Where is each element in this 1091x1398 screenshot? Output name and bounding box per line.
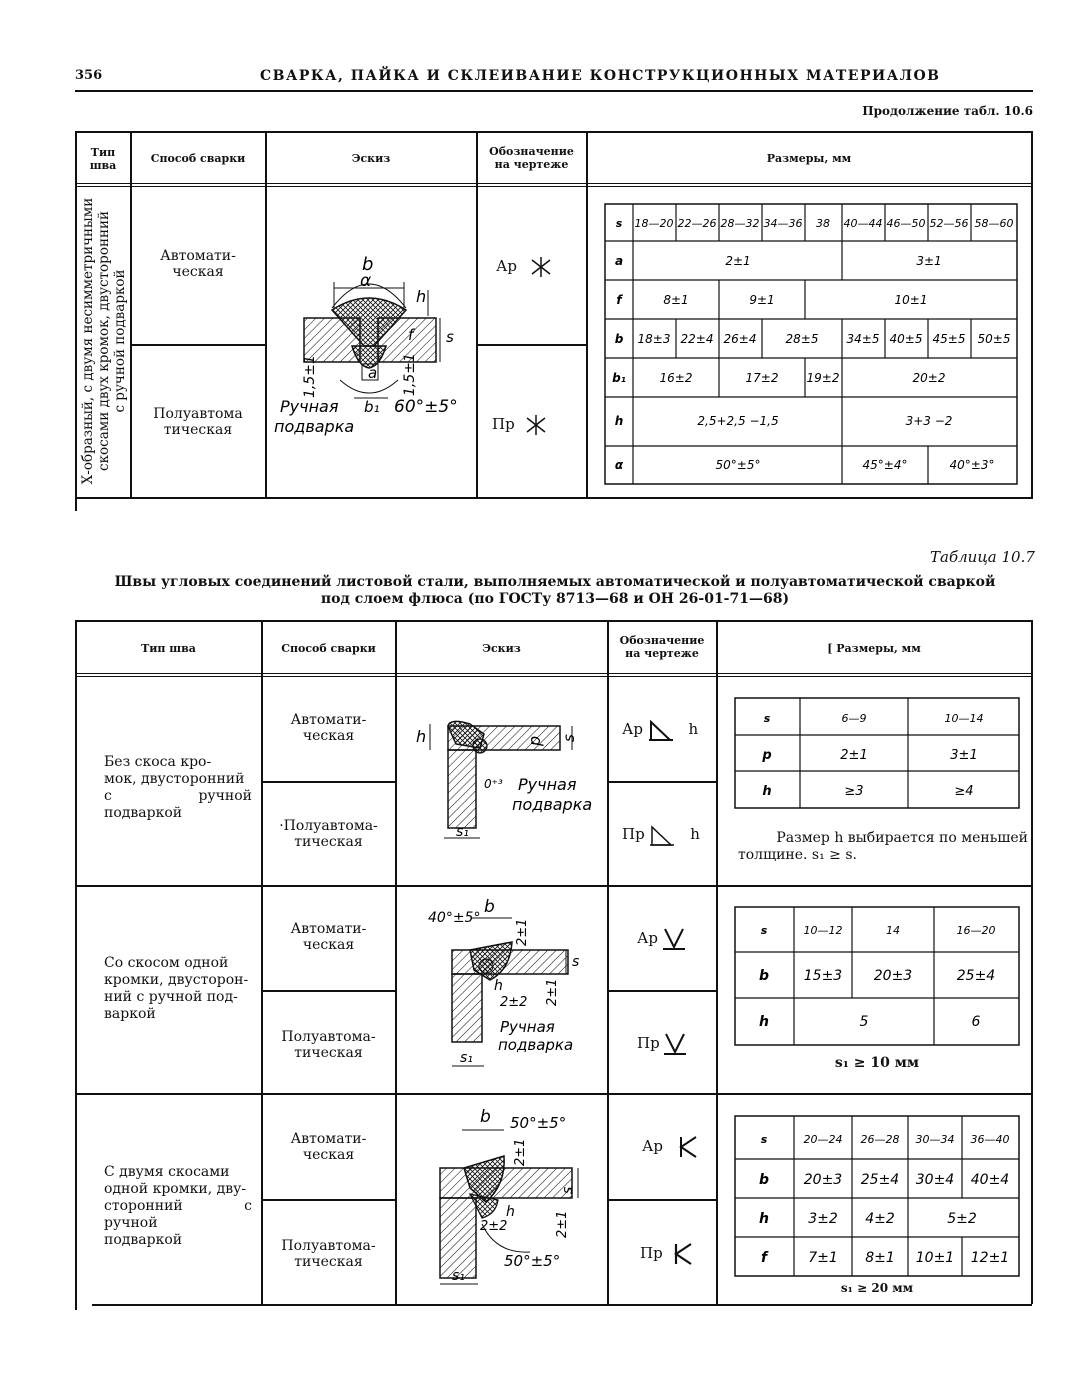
sketch-label-manual-1: Ручная [518,775,577,794]
svg-text:10—12: 10—12 [803,924,843,937]
sketch-label-f-right: 1,5±1 [402,353,418,396]
sketch-label-manual-1: Ручная [500,1018,555,1036]
sketch-label-h: h [416,287,427,306]
svg-text:14: 14 [886,924,900,937]
svg-text:5: 5 [859,1014,869,1030]
sketch-label-s1: s₁ [460,1050,473,1066]
sketch-label-b: b [362,254,374,275]
svg-text:6—9: 6—9 [841,712,867,725]
svg-text:s: s [760,1133,768,1146]
t2-row3-method-auto: Автомати- ческая [290,1131,367,1163]
t2-header-sketch: Эскиз [482,642,521,655]
sketch-label-f2: 2±1 [545,978,560,1006]
svg-text:≥3: ≥3 [844,784,864,799]
sketch-label-s: s [446,328,454,346]
sketch-label-angle: 40°±5° [428,910,481,926]
svg-text:6: 6 [971,1014,981,1030]
sketch-label-angle: 60°±5° [394,397,458,417]
t1-cell: 18—20 [634,217,674,230]
t1-cell: 58—60 [974,217,1014,230]
svg-text:8±1: 8±1 [663,293,689,307]
sketch-label-h: h [506,1204,515,1220]
svg-text:s: s [763,712,771,725]
t1-cell: 28—32 [720,217,760,230]
svg-text:40°±3°: 40°±3° [949,458,995,472]
v-weld-symbol-icon [663,927,685,951]
sketch-label-h: h [494,978,503,994]
t1-header-rule [75,183,1033,184]
header-dims: Размеры, мм [766,152,852,165]
t2-row1-symbol-semi: Пр h [622,823,700,847]
svg-text:26±4: 26±4 [723,332,757,346]
svg-text:36—40: 36—40 [970,1133,1010,1146]
t2-row2-dims-table [734,906,1020,1046]
header-rule [75,90,1033,92]
table-caption: Таблица 10.7 [930,548,1035,566]
svg-text:10±1: 10±1 [894,293,928,307]
sketch-label-s: s [560,1186,576,1194]
t1-cell: 46—50 [886,217,926,230]
table-title-line-1: Швы угловых соединений листовой стали, выполняемых автоматической и полуавтоматической сваркой [114,574,996,590]
svg-text:5±2: 5±2 [947,1211,977,1227]
t1-method-auto: Автомати- ческая [160,248,236,280]
svg-text:b: b [758,968,770,984]
sketch-label-angle-1: 50°±5° [510,1114,567,1132]
sketch-label-f-left: 1,5±1 [302,355,318,398]
table-continuation-label: Продолжение табл. 10.6 [862,104,1033,118]
x-weld-symbol-icon [530,256,552,278]
svg-text:20—24: 20—24 [803,1133,843,1146]
svg-text:45°±4°: 45°±4° [862,458,908,472]
t1-symbol-auto: Ар [496,256,552,278]
svg-text:3±1: 3±1 [916,254,942,268]
t2-row2-sketch [400,894,604,1074]
k-weld-symbol-icon [678,1135,698,1159]
svg-text:25±4: 25±4 [860,1172,900,1188]
svg-text:15±3: 15±3 [803,968,843,984]
sketch-label-s: s [572,954,580,970]
t1-cell: 34—36 [763,217,803,230]
svg-text:10—14: 10—14 [944,712,984,725]
sketch-label-f3: 2±2 [480,1219,508,1234]
sketch-label-p: p [525,735,544,746]
page-number: 356 [75,68,103,83]
svg-text:3±1: 3±1 [950,748,978,763]
svg-text:2±1: 2±1 [840,748,868,763]
svg-text:10±1: 10±1 [915,1250,955,1266]
svg-text:20±3: 20±3 [803,1172,843,1188]
svg-text:50°±5°: 50°±5° [715,458,761,472]
t1-bottom-rule [75,497,1033,499]
svg-text:s: s [760,924,768,937]
svg-text:16±2: 16±2 [659,371,693,385]
t2-row1-symbol-auto: Ар h [622,718,698,742]
v-weld-symbol-icon [664,1032,686,1056]
t2-row1-type: Без скоса кро- мок, двусторонний с ручной подваркой [104,754,252,821]
header-method: Способ сварки [150,152,246,165]
svg-text:h: h [614,414,624,428]
svg-text:h: h [759,1014,769,1030]
t1-type-text: Х-образный, с двумя несимметричными скосами двух кромок, двусторонний с ручной подваркой [80,197,128,485]
t1-cell: 22—26 [677,217,717,230]
svg-text:f: f [760,1250,768,1266]
svg-text:α: α [614,458,624,472]
t1-cell: 40—44 [843,217,883,230]
sketch-label-f: f [408,326,414,344]
t2-row2-method-semi: Полуавтома- тическая [281,1029,376,1061]
svg-text:3+3 −2: 3+3 −2 [905,414,953,428]
t2-row3-note: s₁ ≥ 20 мм [840,1281,914,1295]
sketch-label-manual-1: Ручная [280,397,339,416]
t1-cell: 38 [816,217,830,230]
sketch-label-h: h [416,727,427,746]
svg-text:17±2: 17±2 [745,371,779,385]
t2-row1-sketch [400,688,604,854]
t2-header-dims: [ Размеры, мм [827,642,921,655]
sketch-label-manual-2: подварка [498,1036,574,1054]
sketch-label-a: a [368,364,378,382]
svg-text:20±3: 20±3 [873,968,913,984]
t1-cell: 52—56 [929,217,969,230]
svg-text:25±4: 25±4 [956,968,996,984]
fillet-weld-symbol-icon [649,823,675,847]
k-weld-symbol-icon [673,1242,693,1266]
svg-text:19±2: 19±2 [806,371,840,385]
svg-text:2,5+2,5 −1,5: 2,5+2,5 −1,5 [697,414,779,428]
fillet-weld-symbol-icon [648,718,674,742]
sketch-label-b1: b₁ [364,398,380,416]
t1-top-rule [75,131,1033,133]
t1-dims-table [604,203,1018,485]
svg-text:50±5: 50±5 [977,332,1011,346]
svg-text:h: h [759,1211,769,1227]
svg-text:f: f [616,293,622,307]
header-designation: Обозначение на чертеже [489,145,574,171]
t2-row1-dims-table [734,697,1020,809]
svg-text:34±5: 34±5 [846,332,880,346]
svg-text:b: b [758,1172,770,1188]
svg-text:p: p [762,748,772,763]
t2-row2-note: s₁ ≥ 10 мм [834,1055,920,1071]
t1-cell: s [615,217,623,230]
t2-row3-symbol-semi: Пр [640,1242,693,1266]
sketch-label-b: b [480,1107,491,1127]
svg-text:22±4: 22±4 [680,332,714,346]
svg-text:28±5: 28±5 [785,332,819,346]
running-head: СВАРКА, ПАЙКА И СКЛЕИВАНИЕ КОНСТРУКЦИОННЫХ МАТЕРИАЛОВ [260,68,941,84]
header-type: Тип шва [89,146,117,172]
x-weld-symbol-icon [525,414,547,436]
svg-text:≥4: ≥4 [954,784,974,799]
sketch-label-s1: s₁ [456,824,469,840]
t2-header-type: Тип шва [141,642,196,655]
sketch-label-f3: 2±2 [500,995,528,1010]
svg-text:7±1: 7±1 [808,1250,838,1266]
sketch-label-gap: 0⁺³ [484,777,503,791]
t1-sketch-x-weld [268,230,474,440]
sketch-label-alpha: α [360,271,372,291]
svg-text:8±1: 8±1 [865,1250,895,1266]
t2-header-designation: Обозначение на чертеже [619,634,705,660]
svg-text:16—20: 16—20 [956,924,996,937]
t2-row3-sketch [400,1104,604,1290]
header-sketch: Эскиз [351,152,391,165]
t2-row3-dims-table [734,1115,1020,1277]
t2-row1-note: Размер h выбирается по меньшей толщине. s₁ ≥ s. [738,830,1028,863]
svg-text:b: b [614,332,624,346]
t2-row2-symbol-semi: Пр [637,1032,686,1056]
svg-text:9±1: 9±1 [749,293,775,307]
svg-text:b₁: b₁ [612,371,626,385]
t2-row1-method-auto: Автомати- ческая [290,712,367,744]
sketch-label-manual-2: подварка [274,417,355,436]
t1-method-semi: Полуавтома тическая [153,406,243,438]
svg-text:40±5: 40±5 [889,332,923,346]
sketch-label-b: b [484,897,495,917]
svg-text:12±1: 12±1 [970,1250,1010,1266]
t2-row3-method-semi: Полуавтома- тическая [281,1238,376,1270]
t2-row2-method-auto: Автомати- ческая [290,921,367,953]
svg-text:3±2: 3±2 [808,1211,838,1227]
sketch-label-f1: 2±1 [515,918,530,946]
sketch-label-manual-2: подварка [512,795,593,814]
svg-text:2±1: 2±1 [725,254,751,268]
svg-text:30±4: 30±4 [915,1172,955,1188]
sketch-label-f1: 2±1 [513,1138,528,1166]
svg-text:45±5: 45±5 [932,332,966,346]
t2-row1-method-semi: ·Полуавтома- тическая [279,818,378,850]
svg-text:18±3: 18±3 [637,332,671,346]
svg-text:a: a [614,254,624,268]
t2-row2-type: Со скосом одной кромки, двусторон- ний с ручной под- варкой [104,955,249,1022]
svg-text:20±2: 20±2 [912,371,946,385]
svg-text:26—28: 26—28 [860,1133,900,1146]
sketch-label-s: s [560,734,578,742]
sketch-label-s1: s₁ [452,1268,465,1284]
svg-text:30—34: 30—34 [915,1133,955,1146]
t2-header-method: Способ сварки [281,642,376,655]
svg-text:4±2: 4±2 [865,1211,895,1227]
svg-text:h: h [762,784,772,799]
sketch-label-f2: 2±1 [555,1210,570,1238]
t1-symbol-semi: Пр [492,414,547,436]
t2-row3-symbol-auto: Ар [642,1135,698,1159]
t2-row3-type: С двумя скосами одной кромки, дву- сторонний с ручной подваркой [104,1164,252,1248]
sketch-label-angle-2: 50°±5° [504,1252,561,1270]
svg-text:40±4: 40±4 [970,1172,1010,1188]
table-title-line-2: под слоем флюса (по ГОСТу 8713—68 и ОН 26-01-71—68) [320,591,790,607]
t2-row2-symbol-auto: Ар [637,927,685,951]
